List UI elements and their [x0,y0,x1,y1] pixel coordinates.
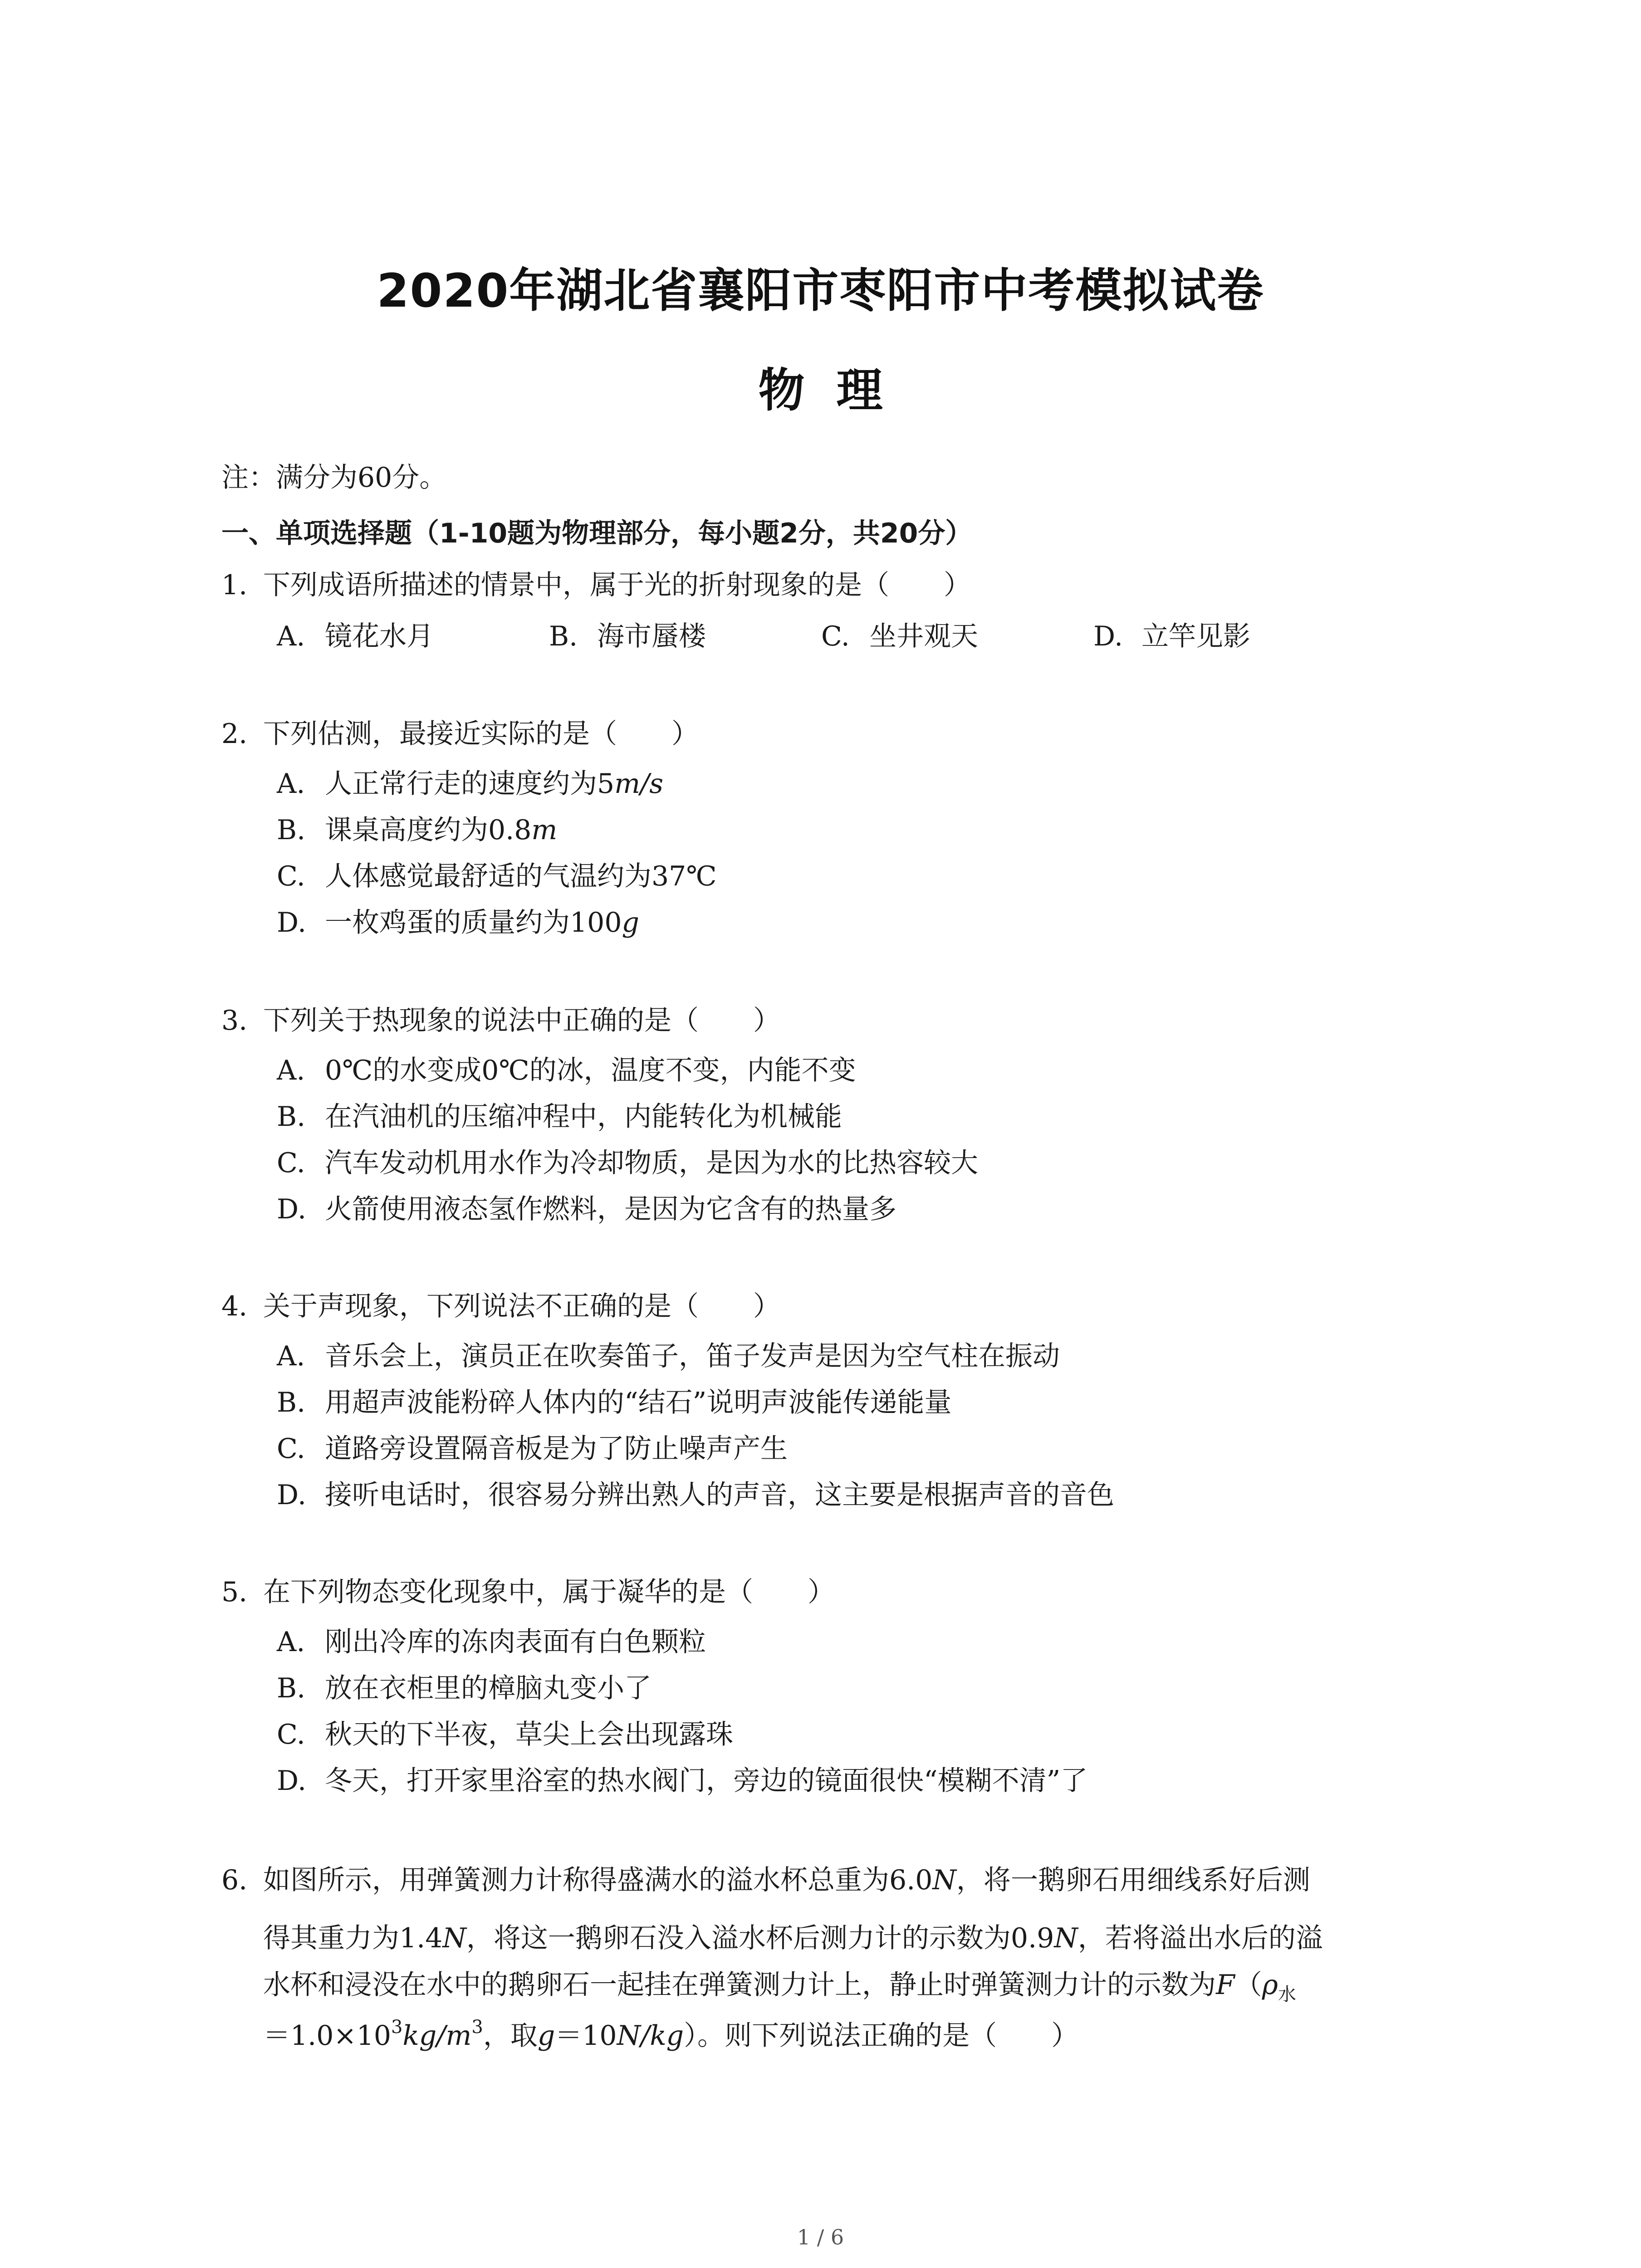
section-heading: 一、单项选择题（1-10题为物理部分，每小题2分，共20分） [221,518,973,549]
score-note: 注：满分为60分。 [221,462,447,494]
question-stem: 下列成语所描述的情景中，属于光的折射现象的是（ [263,569,889,601]
option-1d: D. 立竿见影 [1093,621,1250,652]
option-2a: A. 人正常行走的速度约为5m/s [277,768,664,800]
question-number: 3. [221,1005,248,1036]
exam-title: 2020年湖北省襄阳市枣阳市中考模拟试卷 [377,264,1264,318]
question-2: 2. 下列估测，最接近实际的是（ ） [221,711,699,757]
option-3a: A. 0℃的水变成0℃的冰，温度不变，内能不变 [277,1055,856,1086]
option-4c: C. 道路旁设置隔音板是为了防止噪声产生 [277,1433,788,1465]
question-4: 4. 关于声现象，下列说法不正确的是（ ） [221,1284,780,1329]
option-5d: D. 冬天，打开家里浴室的热水阀门，旁边的镜面很快“模糊不清”了 [277,1765,1088,1797]
option-1b: B. 海市蜃楼 [549,621,706,652]
question-stem: 下列关于热现象的说法中正确的是（ [263,1005,699,1036]
option-3c: C. 汽车发动机用水作为冷却物质，是因为水的比热容较大 [277,1147,978,1179]
option-5c: C. 秋天的下半夜，草尖上会出现露珠 [277,1719,733,1750]
option-4b: B. 用超声波能粉碎人体内的“结石”说明声波能传递能量 [277,1387,952,1418]
question-stem: 在下列物态变化现象中，属于凝华的是（ [263,1576,753,1608]
question-number: 1. [221,569,248,601]
question-6: 6. 如图所示，用弹簧测力计称得盛满水的溢水杯总重为6.0N，将一鹅卵石用细线系好后测 [221,1857,1310,1903]
question-6-line-3: 水杯和浸没在水中的鹅卵石一起挂在弹簧测力计上，静止时弹簧测力计的示数为$F(\rho_水$ [263,1969,1296,2005]
option-3b: B. 在汽油机的压缩冲程中，内能转化为机械能 [277,1101,842,1133]
question-stem: 下列估测，最接近实际的是（ [263,718,617,750]
question-3: 3. 下列关于热现象的说法中正确的是（ ） [221,998,780,1043]
option-5a: A. 刚出冷库的冻肉表面有白色颗粒 [277,1626,706,1658]
option-4a: A. 音乐会上，演员正在吹奏笛子，笛子发声是因为空气柱在振动 [277,1340,1060,1372]
question-1: 1. 下列成语所描述的情景中，属于光的折射现象的是（ ） [221,562,971,608]
question-6-line-2: 得其重力为1.4N，将这一鹅卵石没入溢水杯后测力计的示数为0.9N，若将溢出水后的溢 [263,1922,1323,1954]
option-2d: D. 一枚鸡蛋的质量约为100g [277,907,639,938]
question-number: 2. [221,718,248,750]
question-6-line-4: $=1.0\times 10^3kg/m^3$，取g＝10N/kg）。则下列说法正确的是（ ） [263,2017,1079,2052]
option-5b: B. 放在衣柜里的樟脑丸变小了 [277,1672,652,1704]
option-1a: A. 镜花水月 [277,621,434,652]
question-stem: 关于声现象，下列说法不正确的是（ [263,1290,699,1322]
option-2c: C. 人体感觉最舒适的气温约为37℃ [277,860,717,892]
option-4d: D. 接听电话时，很容易分辨出熟人的声音，这主要是根据声音的音色 [277,1479,1114,1511]
question-5: 5. 在下列物态变化现象中，属于凝华的是（ ） [221,1569,835,1615]
option-2b: B. 课桌高度约为0.8m [277,814,558,846]
question-number: 4. [221,1290,248,1322]
option-1c: C. 坐井观天 [821,621,978,652]
question-number: 5. [221,1576,248,1608]
page-number: 1 / 6 [797,2225,844,2249]
subject-title: 物理 [758,364,915,418]
question-number: 6. [221,1864,248,1896]
option-3d: D. 火箭使用液态氢作燃料，是因为它含有的热量多 [277,1193,896,1225]
